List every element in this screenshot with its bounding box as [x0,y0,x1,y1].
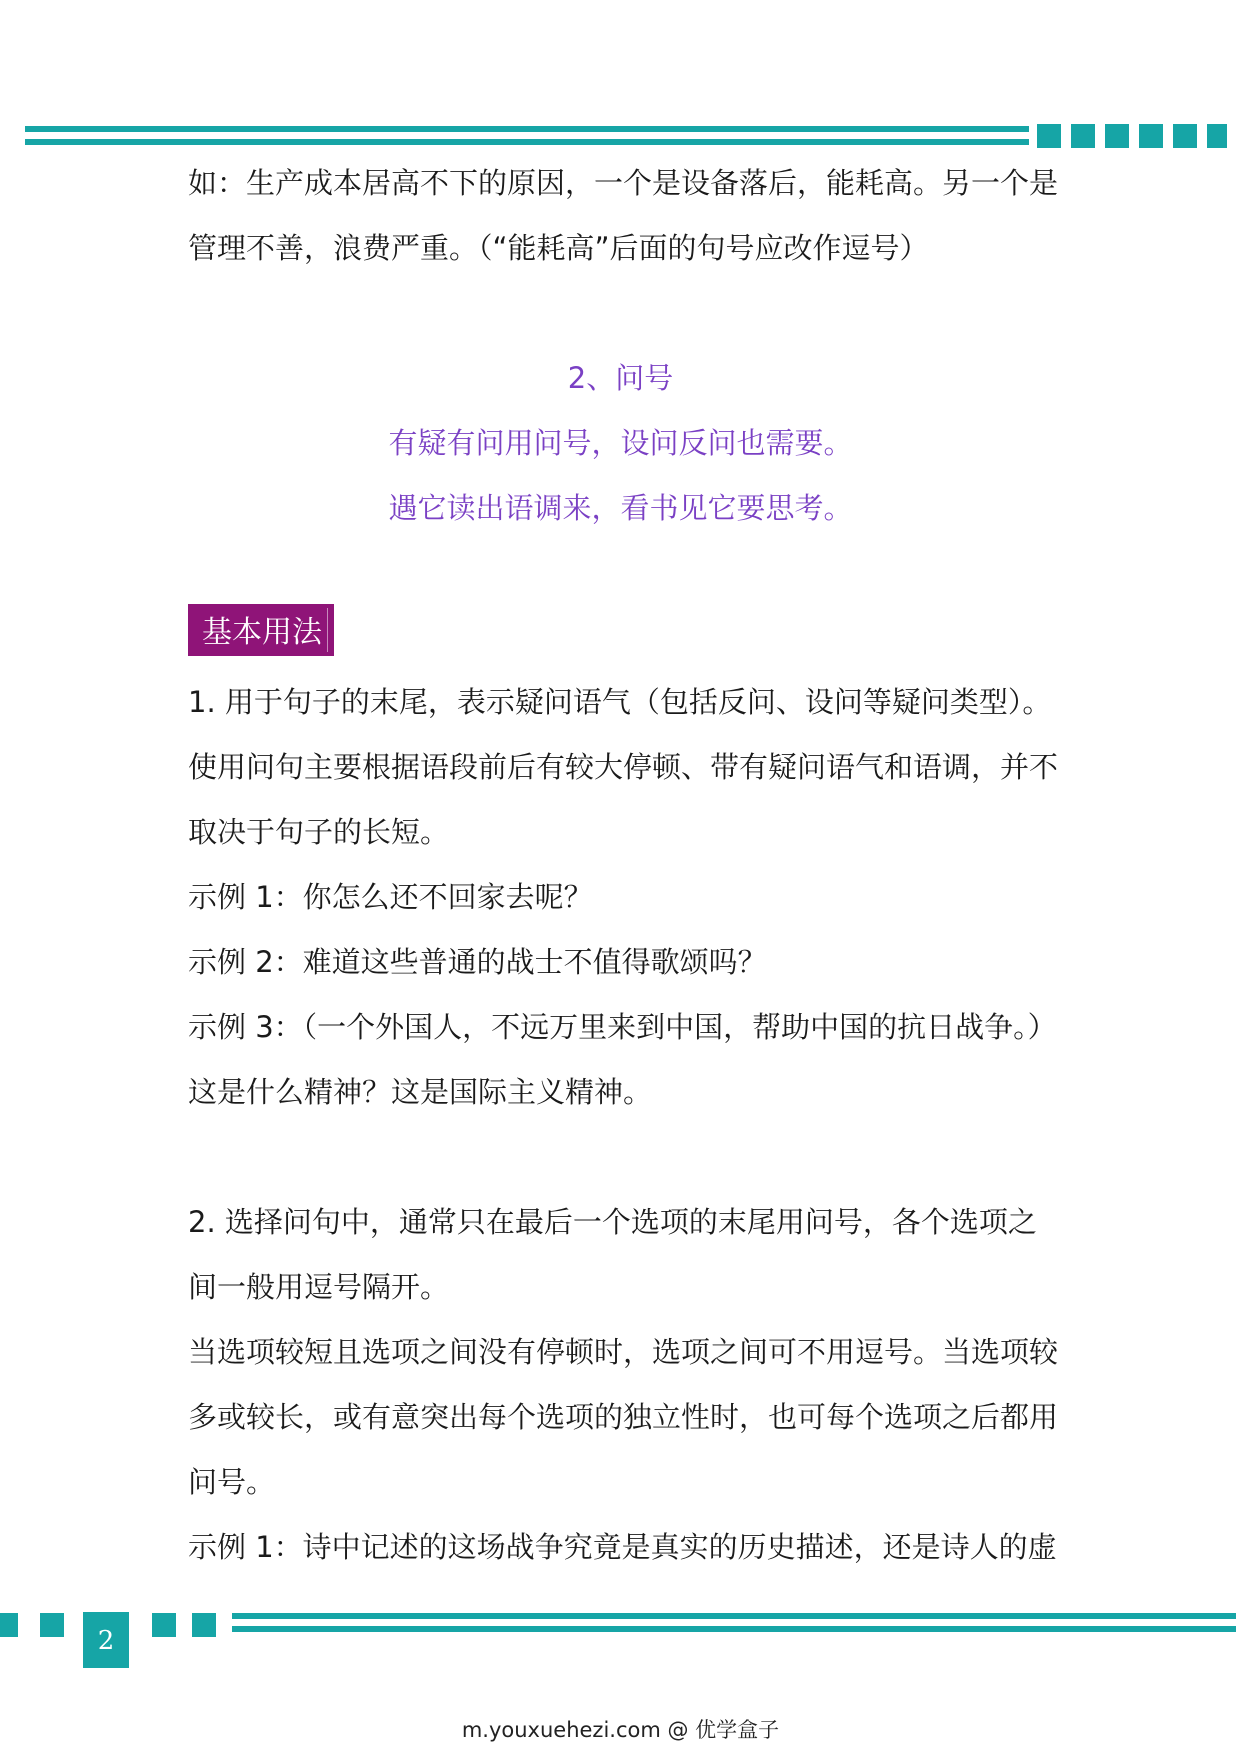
top-rule-lower [25,139,1029,145]
top-square-6 [1207,124,1227,148]
body-line: 使用问句主要根据语段前后有较大停顿、带有疑问语气和语调，并不 [188,750,1059,784]
basic-usage-label: 基本用法 [202,615,322,650]
body-line: 如：生产成本居高不下的原因，一个是设备落后，能耗高。另一个是 [188,166,1059,200]
bottom-square-3 [152,1613,176,1637]
body-line: 管理不善，浪费严重。（“能耗高”后面的句号应改作逗号） [188,231,929,265]
body-line: 间一般用逗号隔开。 [188,1270,450,1304]
bottom-rule-lower [232,1626,1236,1632]
example-line: 示例 2：难道这些普通的战士不值得歌颂吗？ [188,945,767,979]
top-square-4 [1139,124,1163,148]
body-line: 这是什么精神？这是国际主义精神。 [188,1075,653,1109]
body-line: 问号。 [188,1465,276,1499]
bottom-square-1 [0,1613,18,1637]
body-line: 2. 选择问句中，通常只在最后一个选项的末尾用问号，各个选项之 [188,1205,1037,1239]
top-square-5 [1173,124,1197,148]
body-line: 当选项较短且选项之间没有停顿时，选项之间可不用逗号。当选项较 [188,1335,1059,1369]
body-line: 1. 用于句子的末尾，表示疑问语气（包括反问、设问等疑问类型）。 [188,685,1052,719]
basic-usage-tag [188,604,334,656]
top-square-2 [1071,124,1095,148]
verse-line-1: 有疑有问用问号，设问反问也需要。 [388,426,853,460]
body-line: 多或较长，或有意突出每个选项的独立性时，也可每个选项之后都用 [188,1400,1059,1434]
bottom-rule-upper [232,1613,1236,1619]
example-line: 示例 3：（一个外国人，不远万里来到中国，帮助中国的抗日战争。） [188,1010,1057,1044]
section-title: 2、问号 [567,361,674,395]
bottom-square-2 [40,1613,64,1637]
top-rule-upper [25,126,1029,132]
example-line: 示例 1：你怎么还不回家去呢？ [188,880,593,914]
top-square-1 [1037,124,1061,148]
top-square-3 [1105,124,1129,148]
bottom-square-4 [192,1613,216,1637]
page-number: 2 [97,1626,115,1656]
body-line: 取决于句子的长短。 [188,815,450,849]
example-line: 示例 1：诗中记述的这场战争究竟是真实的历史描述，还是诗人的虚 [188,1530,1057,1564]
footer-watermark: m.youxuehezi.com @ 优学盒子 [461,1718,780,1742]
verse-line-2: 遇它读出语调来，看书见它要思考。 [388,491,853,525]
